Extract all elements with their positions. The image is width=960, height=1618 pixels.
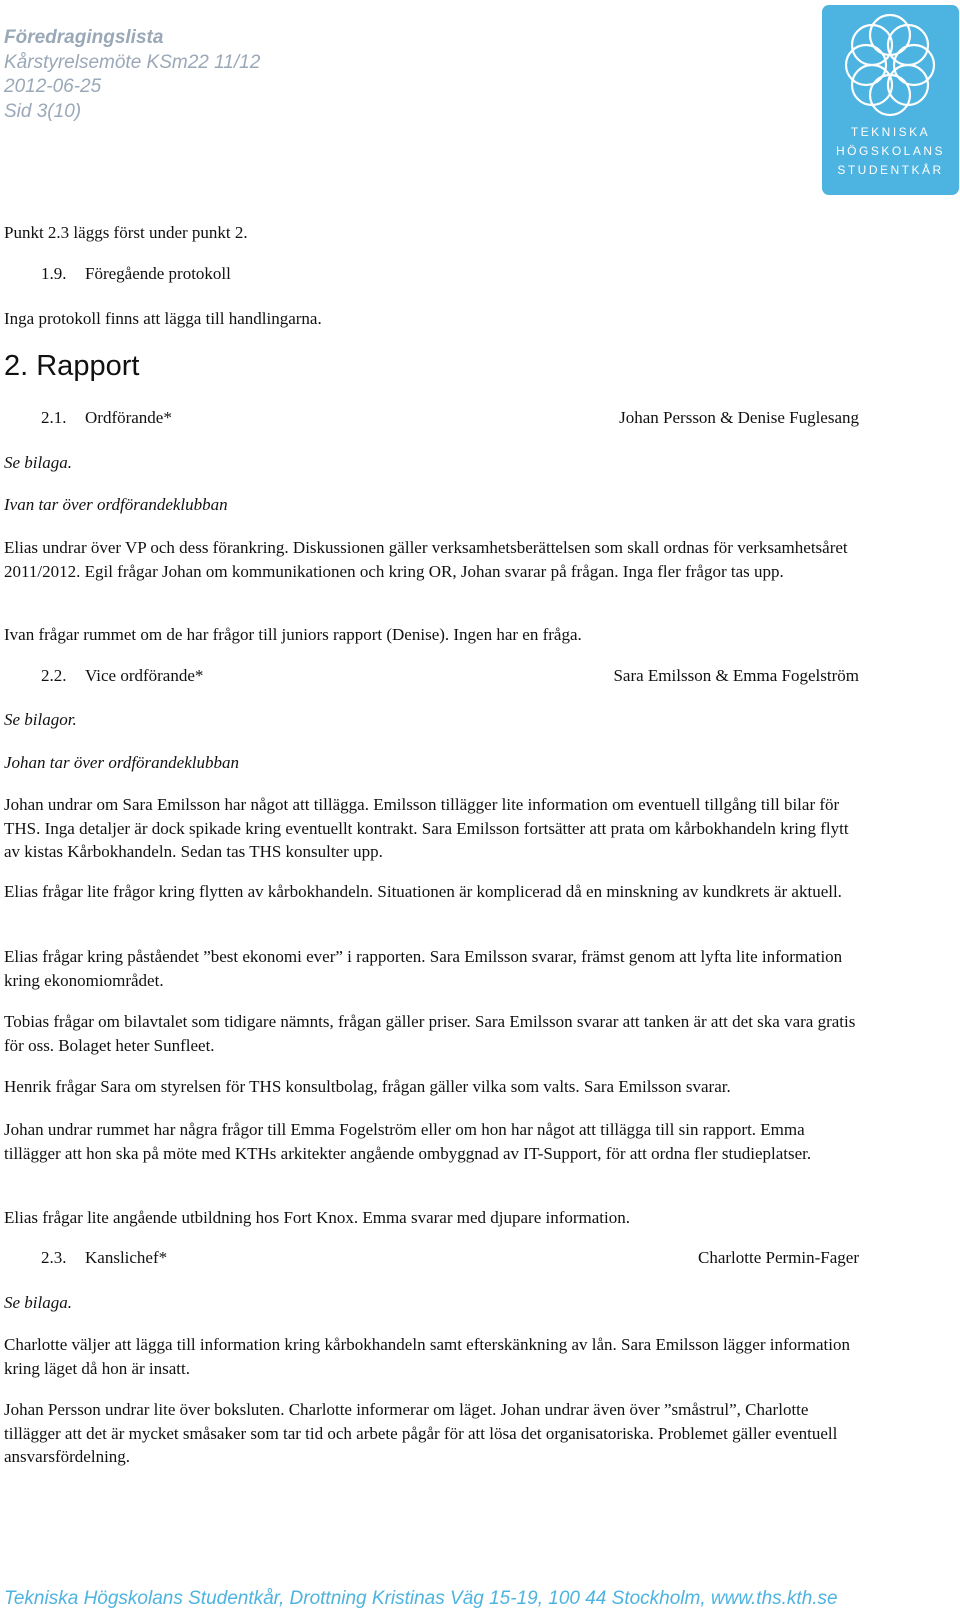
section-2-2-paragraph-1: Johan undrar om Sara Emilsson har något att tillägga. Emilsson tillägger lite information om eventuell tillgång till bilar för THS. Inga detaljer är dock spikade kring eventuellt kontrakt. Sara Emilsson fortsätter att prata om kårbokhandeln kring flytt av kistas Kårbokhandeln. Sedan tas THS konsulter upp. [4, 795, 849, 861]
section-2-2-title: Vice ordförande* [85, 666, 204, 685]
section-2-2-paragraph-2: Elias frågar lite frågor kring flytten av kårbokhandeln. Situationen är komplicerad då en minskning av kundkrets är aktuell. [4, 882, 842, 901]
section-2-2-paragraph-4: Tobias frågar om bilavtalet som tidigare nämnts, frågan gäller priser. Sara Emilsson svarar att tanken är att det ska vara gratis för oss. Bolaget heter Sunfleet. [4, 1012, 856, 1055]
section-2-2-attachment: Se bilagor. [4, 710, 77, 729]
section-2-3-responsible: Charlotte Permin-Fager [698, 1248, 859, 1267]
section-2-3-title: Kanslichef* [85, 1248, 168, 1267]
section-2-1-attachment: Se bilaga. [4, 453, 72, 472]
paragraph-inga-protokoll: Inga protokoll finns att lägga till handlingarna. [4, 309, 322, 328]
section-2-1-responsible: Johan Persson & Denise Fuglesang [619, 408, 859, 427]
logo-line-1: TEKNISKA [850, 125, 931, 139]
section-2-3-attachment: Se bilaga. [4, 1293, 72, 1312]
meeting-name: Kårstyrelsemöte KSm22 11/12 [4, 51, 261, 73]
heading-rapport: 2. Rapport [4, 350, 140, 382]
doc-title: Föredragingslista [4, 27, 164, 48]
rings-icon [822, 5, 959, 125]
section-2-3-paragraph-2: Johan Persson undrar lite över boksluten. Charlotte informerar om läget. Johan undrar även över ”småstrul”, Charlotte tillägger att det är mycket småsaker som tar tid och arbete pågår för att lösa det organisatoriska. Problemet gäller eventuell ansvarsfördelning. [4, 1400, 838, 1466]
section-2-2-number: 2.2. [41, 666, 67, 685]
section-2-1-paragraph-1: Elias undrar över VP och dess förankring. Diskussionen gäller verksamhetsberättelsen som skall ordnas för verksamhetsåret 2011/2012. Egil frågar Johan om kommunikationen och kring OR, Johan svarar på frågan. Inga fler frågor tas upp. [4, 538, 848, 581]
meeting-date: 2012-06-25 [4, 76, 102, 97]
section-2-3-paragraph-1: Charlotte väljer att lägga till information kring kårbokhandeln samt efterskänkning av lån. Sara Emilsson lägger information kring läget då hon är insatt. [4, 1335, 850, 1378]
section-2-1-title: Ordförande* [85, 408, 172, 427]
section-2-3-number: 2.3. [41, 1248, 67, 1267]
section-2-2-paragraph-5: Henrik frågar Sara om styrelsen för THS konsultbolag, frågan gäller vilka som valts. Sara Emilsson svarar. [4, 1077, 731, 1096]
section-2-1-number: 2.1. [41, 408, 67, 427]
section-2-2-chair-note: Johan tar över ordförandeklubban [4, 753, 239, 772]
section-2-1-chair-note: Ivan tar över ordförandeklubban [4, 495, 228, 514]
section-1-9-title: Föregående protokoll [85, 264, 231, 283]
footer-address: Tekniska Högskolans Studentkår, Drottning Kristinas Väg 15-19, 100 44 Stockholm, www.ths.kth.se [4, 1588, 838, 1609]
page-number: Sid 3(10) [4, 100, 82, 122]
section-2-2-paragraph-3: Elias frågar kring påståendet ”best ekonomi ever” i rapporten. Sara Emilsson svarar, främst genom att lyfta lite information kring ekonomiområdet. [4, 947, 843, 990]
section-2-2-responsible: Sara Emilsson & Emma Fogelström [613, 666, 859, 685]
section-2-2-paragraph-7: Elias frågar lite angående utbildning hos Fort Knox. Emma svarar med djupare information. [4, 1208, 630, 1227]
logo-line-3: STUDENTKÅR [837, 163, 944, 177]
ths-logo [822, 5, 959, 195]
section-2-2-paragraph-6: Johan undrar rummet har några frågor till Emma Fogelström eller om hon har något att tillägga till sin rapport. Emma tillägger att hon ska på möte med KTHs arkitekter angående ombyggnad av IT-Support, för att ordna fler studieplatser. [4, 1120, 812, 1163]
section-1-9-number: 1.9. [41, 264, 67, 283]
document-header [4, 26, 260, 124]
logo-line-2: HÖGSKOLANS [835, 144, 946, 158]
section-2-1-paragraph-2: Ivan frågar rummet om de har frågor till juniors rapport (Denise). Ingen har en fråga. [4, 625, 582, 644]
paragraph-punkt: Punkt 2.3 läggs först under punkt 2. [4, 223, 248, 242]
